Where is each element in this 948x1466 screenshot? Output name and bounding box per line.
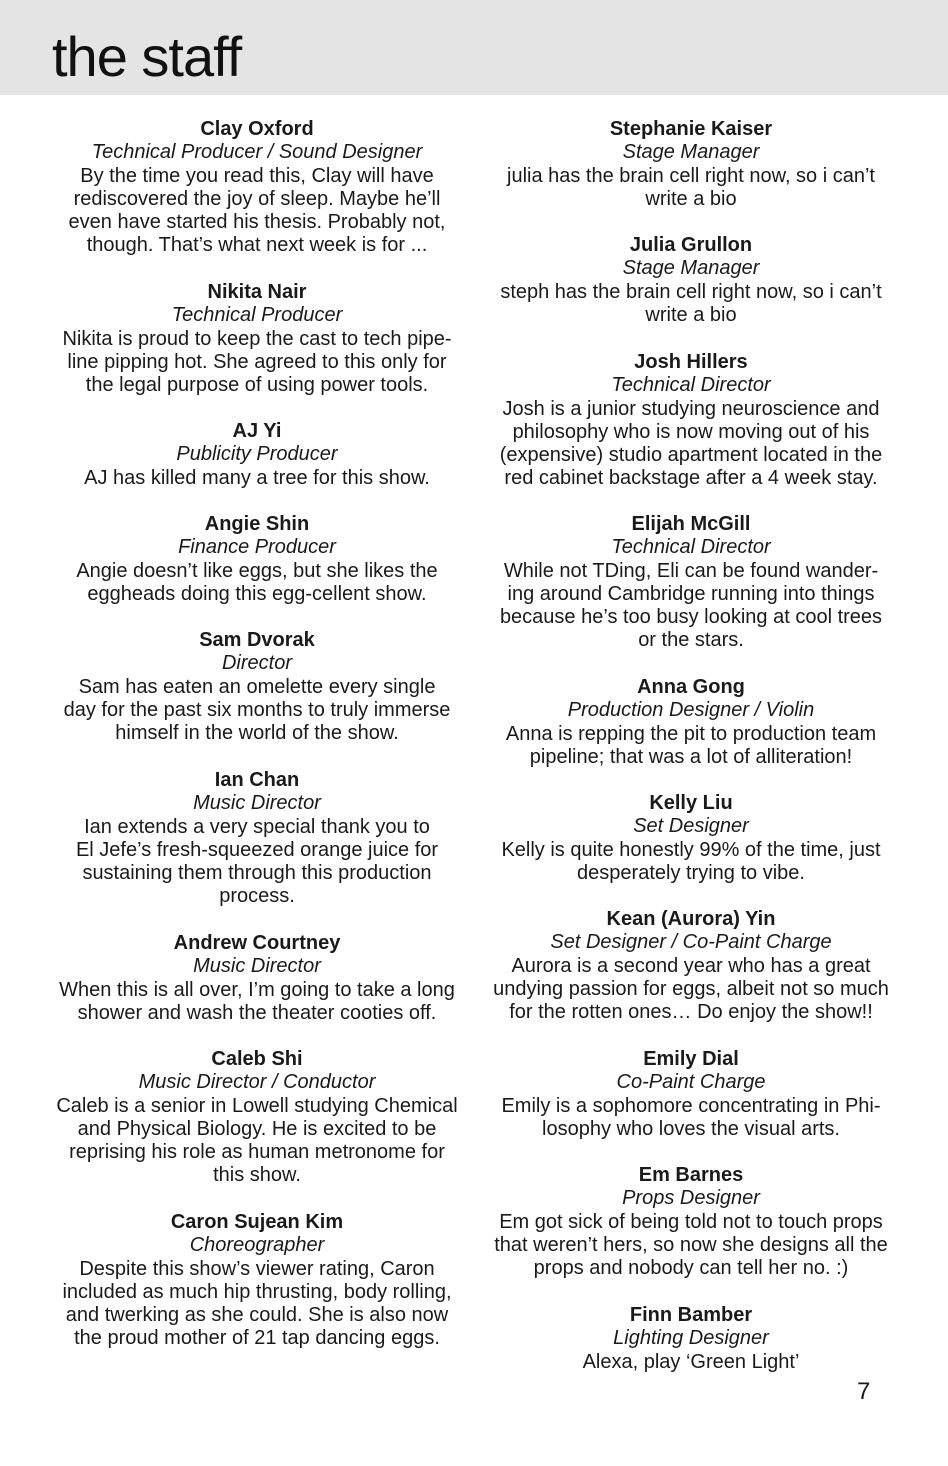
staff-name: AJ Yi [232,420,282,442]
staff-bio-line: rediscovered the joy of sleep. Maybe he’ll [73,187,441,210]
staff-bio-line: Despite this show’s viewer rating, Caron [79,1257,435,1280]
staff-bio-line: even have started his thesis. Probably not, [68,211,446,234]
staff-bio-line: Anna is repping the pit to production team [505,722,877,745]
staff-role: Stage Manager [622,141,760,164]
staff-entry [484,676,898,769]
page-title: the staff [52,25,242,88]
staff-name: Nikita Nair [207,281,307,303]
staff-role: Stage Manager [622,257,760,280]
staff-role: Set Designer / Co-Paint Charge [550,931,832,954]
staff-name: Emily Dial [643,1048,739,1070]
staff-bio-line: included as much hip thrusting, body rolling, [62,1280,452,1303]
staff-name: Elijah McGill [631,513,751,535]
staff-name: Anna Gong [637,676,745,698]
staff-name: Josh Hillers [634,351,748,373]
staff-bio-line: By the time you read this, Clay will have [80,164,434,187]
staff-bio-line: Em got sick of being told not to touch props [499,1210,883,1233]
staff-bio-line: AJ has killed many a tree for this show. [84,466,430,489]
staff-bio-line: (expensive) studio apartment located in the [499,444,883,467]
staff-bio-line: line pipping hot. She agreed to this only for [67,350,447,373]
staff-role: Music Director [193,955,321,978]
staff-entry [48,513,466,606]
staff-name: Ian Chan [214,769,300,791]
staff-name: Julia Grullon [629,234,753,256]
staff-name: Andrew Courtney [173,932,341,954]
staff-bio-line: this show. [213,1164,301,1187]
staff-name: Finn Bamber [629,1304,753,1326]
staff-role: Publicity Producer [176,443,338,466]
staff-bio-line: losophy who loves the visual arts. [542,1117,840,1140]
staff-bio-line: Josh is a junior studying neuroscience and [502,397,880,420]
staff-bio-line: for the rotten ones… Do enjoy the show!! [509,1001,873,1024]
staff-bio-line: Alexa, play ‘Green Light’ [582,1350,800,1373]
page-number: 7 [857,1378,871,1405]
staff-entry [484,234,898,327]
staff-role: Props Designer [622,1187,760,1210]
staff-name: Caron Sujean Kim [170,1211,344,1233]
staff-role: Music Director / Conductor [138,1071,376,1094]
staff-name: Angie Shin [204,513,310,535]
staff-bio-line: because he’s too busy looking at cool trees [499,606,883,629]
staff-bio-line: Angie doesn’t like eggs, but she likes the [76,559,438,582]
staff-bio-line: Sam has eaten an omelette every single [78,675,436,698]
staff-entry [48,420,466,490]
staff-entry [48,281,466,397]
staff-bio-line: Ian extends a very special thank you to [84,815,430,838]
staff-bio-line: that weren’t hers, so now she designs all the [494,1233,888,1256]
staff-bio-line: eggheads doing this egg-cellent show. [87,582,427,605]
staff-name: Sam Dvorak [199,629,315,651]
staff-entry [484,908,898,1024]
staff-bio-line: When this is all over, I’m going to take a long [59,978,455,1001]
staff-entry [484,351,898,491]
staff-role: Finance Producer [178,536,336,559]
staff-bio-line: julia has the brain cell right now, so i can’t [507,164,875,187]
staff-bio-line: himself in the world of the show. [115,722,399,745]
staff-bio-line: write a bio [645,303,737,326]
staff-name: Stephanie Kaiser [609,118,773,140]
staff-bio-line: philosophy who is now moving out of his [512,420,870,443]
staff-entry [48,118,466,258]
staff-bio-line: El Jefe’s fresh-squeezed orange juice for [75,838,439,861]
staff-bio-line: undying passion for eggs, albeit not so much [493,977,889,1000]
staff-bio-line: the legal purpose of using power tools. [85,374,429,397]
staff-role: Co-Paint Charge [616,1071,766,1094]
staff-bio-line: reprising his role as human metronome for [69,1141,445,1164]
staff-bio-line: red cabinet backstage after a 4 week stay. [504,467,878,490]
staff-role: Technical Director [611,374,771,397]
staff-role: Set Designer [633,815,749,838]
staff-bio-line: and Physical Biology. He is excited to be [77,1117,437,1140]
staff-bio-line: props and nobody can tell her no. :) [533,1257,849,1280]
staff-entry [484,513,898,653]
staff-entry [48,769,466,909]
staff-name: Kelly Liu [649,792,733,814]
staff-bio-line: Kelly is quite honestly 99% of the time, just [501,838,881,861]
staff-bio-line: Nikita is proud to keep the cast to tech pipe- [62,327,452,350]
staff-bio-line: and twerking as she could. She is also now [65,1304,449,1327]
staff-bio-line: or the stars. [638,629,744,652]
staff-bio-line: sustaining them through this production [82,862,432,885]
staff-bio-line: write a bio [645,187,737,210]
staff-bio-line: desperately trying to vibe. [577,861,805,884]
staff-bio-line: process. [219,885,295,908]
staff-entry [48,1048,466,1188]
staff-role: Director [221,652,292,675]
staff-bio-line: though. That’s what next week is for ... [86,234,428,257]
staff-bio-line: Emily is a sophomore concentrating in Phi- [501,1094,881,1117]
staff-entry [48,932,466,1025]
staff-entry [48,629,466,745]
staff-name: Kean (Aurora) Yin [606,908,776,930]
staff-role: Production Designer / Violin [567,699,815,722]
staff-bio-line: Aurora is a second year who has a great [511,954,871,977]
staff-name: Em Barnes [638,1164,744,1186]
staff-entry [484,118,898,211]
staff-entry [484,1048,898,1141]
staff-bio-line: pipeline; that was a lot of alliteration! [529,745,853,768]
staff-name: Caleb Shi [211,1048,303,1070]
staff-role: Music Director [193,792,321,815]
staff-role: Choreographer [189,1234,325,1257]
staff-bio-line: steph has the brain cell right now, so i can’t [500,280,882,303]
staff-role: Technical Producer [171,304,343,327]
staff-bio-line: shower and wash the theater cooties off. [77,1001,437,1024]
staff-role: Technical Director [611,536,771,559]
staff-entry [484,792,898,885]
staff-bio-line: While not TDing, Eli can be found wander- [503,559,879,582]
staff-name: Clay Oxford [200,118,314,140]
staff-bio-line: ing around Cambridge running into things [507,582,875,605]
staff-bio-line: Caleb is a senior in Lowell studying Chemical [56,1094,458,1117]
staff-bio-line: the proud mother of 21 tap dancing eggs. [74,1327,440,1350]
staff-entry [484,1304,898,1374]
staff-role: Lighting Designer [613,1327,769,1350]
staff-bio-line: day for the past six months to truly immerse [63,698,451,721]
staff-entry [484,1164,898,1280]
staff-role: Technical Producer / Sound Designer [91,141,423,164]
staff-entry [48,1211,466,1351]
